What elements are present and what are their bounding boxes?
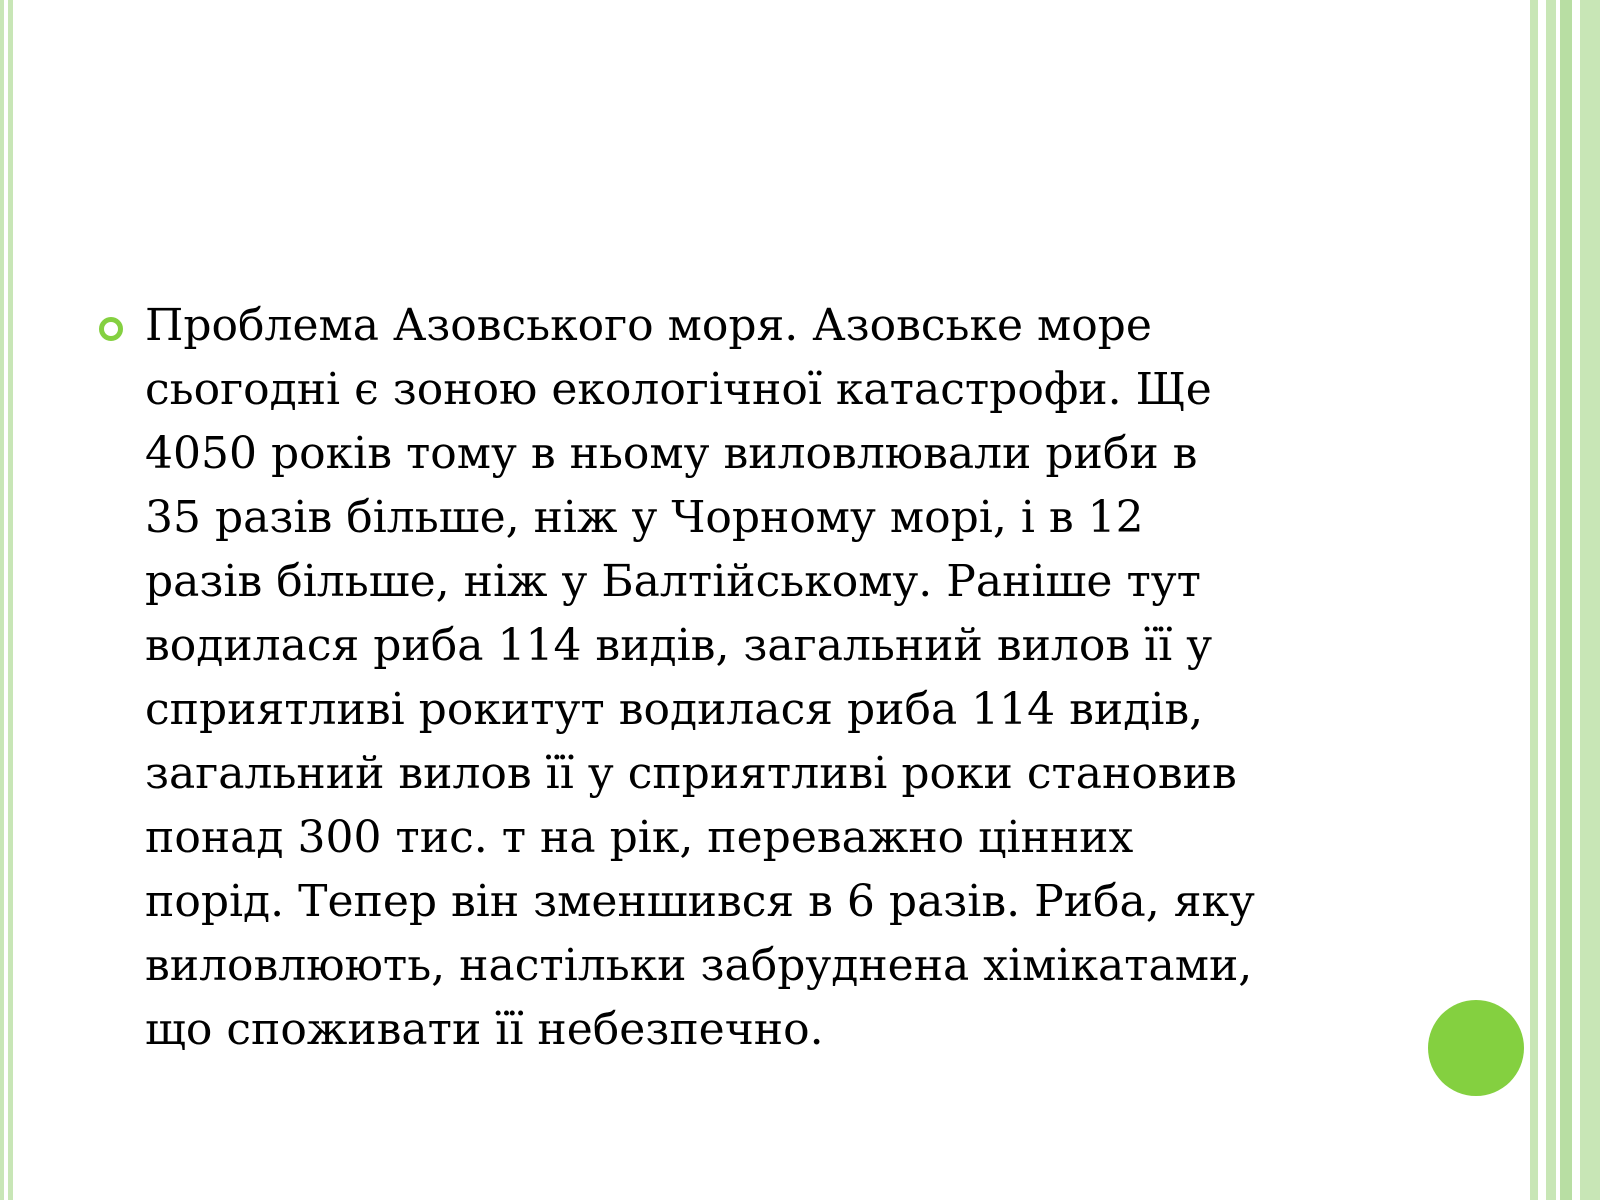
text-line: загальний вилов її у сприятливі роки становив [145, 748, 1237, 799]
right-border-stripe [1560, 0, 1572, 1200]
text-line: 35 разів більше, ніж у Чорному морі, і в 12 [145, 492, 1144, 543]
right-border-stripe [1530, 0, 1538, 1200]
left-border-stripe [8, 0, 13, 1200]
left-border-stripe [0, 0, 4, 1200]
text-line: понад 300 тис. т на рік, переважно цінних [145, 812, 1134, 863]
text-line: 4050 років тому в ньому виловлювали риби в [145, 428, 1198, 479]
right-border-stripe [1580, 0, 1600, 1200]
text-line: сьогодні є зоною екологічної катастрофи. Ще [145, 364, 1212, 415]
text-line: сприятливі рокитут водилася риба 114 видів, [145, 684, 1204, 735]
bullet-paragraph [145, 294, 1405, 1062]
text-line: разів більше, ніж у Балтійському. Раніше тут [145, 556, 1202, 607]
text-line: порід. Тепер він зменшився в 6 разів. Риба, яку [145, 876, 1255, 927]
text-line: Проблема Азовського моря. Азовське море [145, 300, 1152, 351]
right-border-stripe [1546, 0, 1556, 1200]
bullet-icon [99, 317, 123, 341]
text-line: виловлюють, настільки забруднена хімікатами, [145, 940, 1253, 991]
decorative-circle-icon [1428, 1000, 1524, 1096]
text-line: що споживати її небезпечно. [145, 1004, 824, 1055]
text-line: водилася риба 114 видів, загальний вилов її у [145, 620, 1213, 671]
